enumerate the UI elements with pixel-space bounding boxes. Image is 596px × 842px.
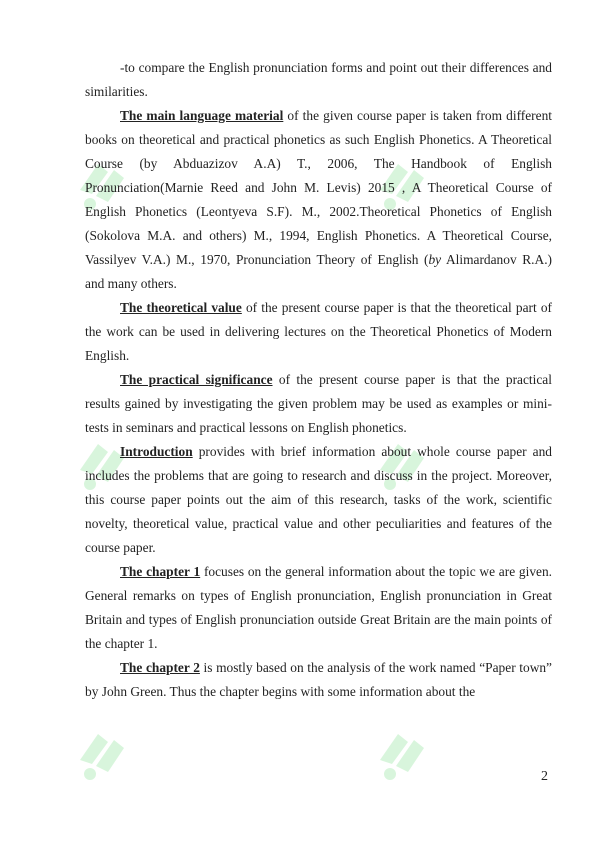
paragraph-text: -to compare the English pronunciation forms and point out their differences and similarities.: [85, 60, 552, 99]
paragraph-text: is mostly based on the analysis of the work named “Paper town” by John Green. Thus the chapter begins with some information about the: [85, 660, 552, 699]
paragraph-text: focuses on the general information about the topic we are given. General remarks on types of English pronunciation, English pronunciation in Great Britain and types of English pronunciation outside Great Britain are the main points of the chapter 1.: [85, 564, 553, 651]
paragraph-tail: Alimardanov R.A.) and many others.: [85, 252, 552, 291]
paragraph-language-material: [85, 104, 552, 296]
paragraph-keyword: The chapter 2: [120, 660, 200, 675]
paragraph-italic: by: [428, 252, 442, 267]
paragraph-chapter-1: [85, 560, 552, 656]
paragraph-text: of the given course paper is taken from different books on theoretical and practical phonetics as such English Phonetics. A Theoretical Course (by Abduazizov A.A) T., 2006, The Handbook of English Pronunciation(Marnie Reed and John M. Levis) 2015 , A Theoretical Course of English Phonetics (Leontyeva S.F). M., 2002.Theoretical Phonetics of English (Sokolova M.A. and others) M., 1994, English Phonetics. A Theoretical Course, Vassilyev V.A.) M., 1970, Pronunciation Theory of English (: [85, 108, 553, 267]
watermark-logo-icon: [70, 720, 134, 784]
paragraph-aims: [85, 56, 552, 104]
paragraph-keyword: The chapter 1: [120, 564, 201, 579]
paragraph-keyword: The theoretical value: [120, 300, 242, 315]
page-number: 2: [541, 769, 548, 784]
paragraph-keyword: The main language material: [120, 108, 284, 123]
paragraph-keyword: The practical significance: [120, 372, 273, 387]
document-body: [85, 56, 552, 704]
paragraph-practical-significance: [85, 368, 552, 440]
paragraph-text: provides with brief information about whole course paper and includes the problems that are going to research and discuss in the project. Moreover, this course paper points out the aim of this research, tasks of the work, scientific novelty, theoretical value, practical value and other peculiarities and features of the course paper.: [85, 444, 552, 555]
watermark-logo-icon: [370, 720, 434, 784]
paragraph-introduction: [85, 440, 552, 560]
paragraph-keyword: Introduction: [120, 444, 193, 459]
paragraph-text: of the present course paper is that the theoretical part of the work can be used in delivering lectures on the Theoretical Phonetics of Modern English.: [85, 300, 552, 363]
paragraph-chapter-2: [85, 656, 552, 704]
paragraph-theoretical-value: [85, 296, 552, 368]
paragraph-text: of the present course paper is that the practical results gained by investigating the given problem may be used as examples or mini-tests in seminars and practical lessons on English phonetics.: [85, 372, 552, 435]
